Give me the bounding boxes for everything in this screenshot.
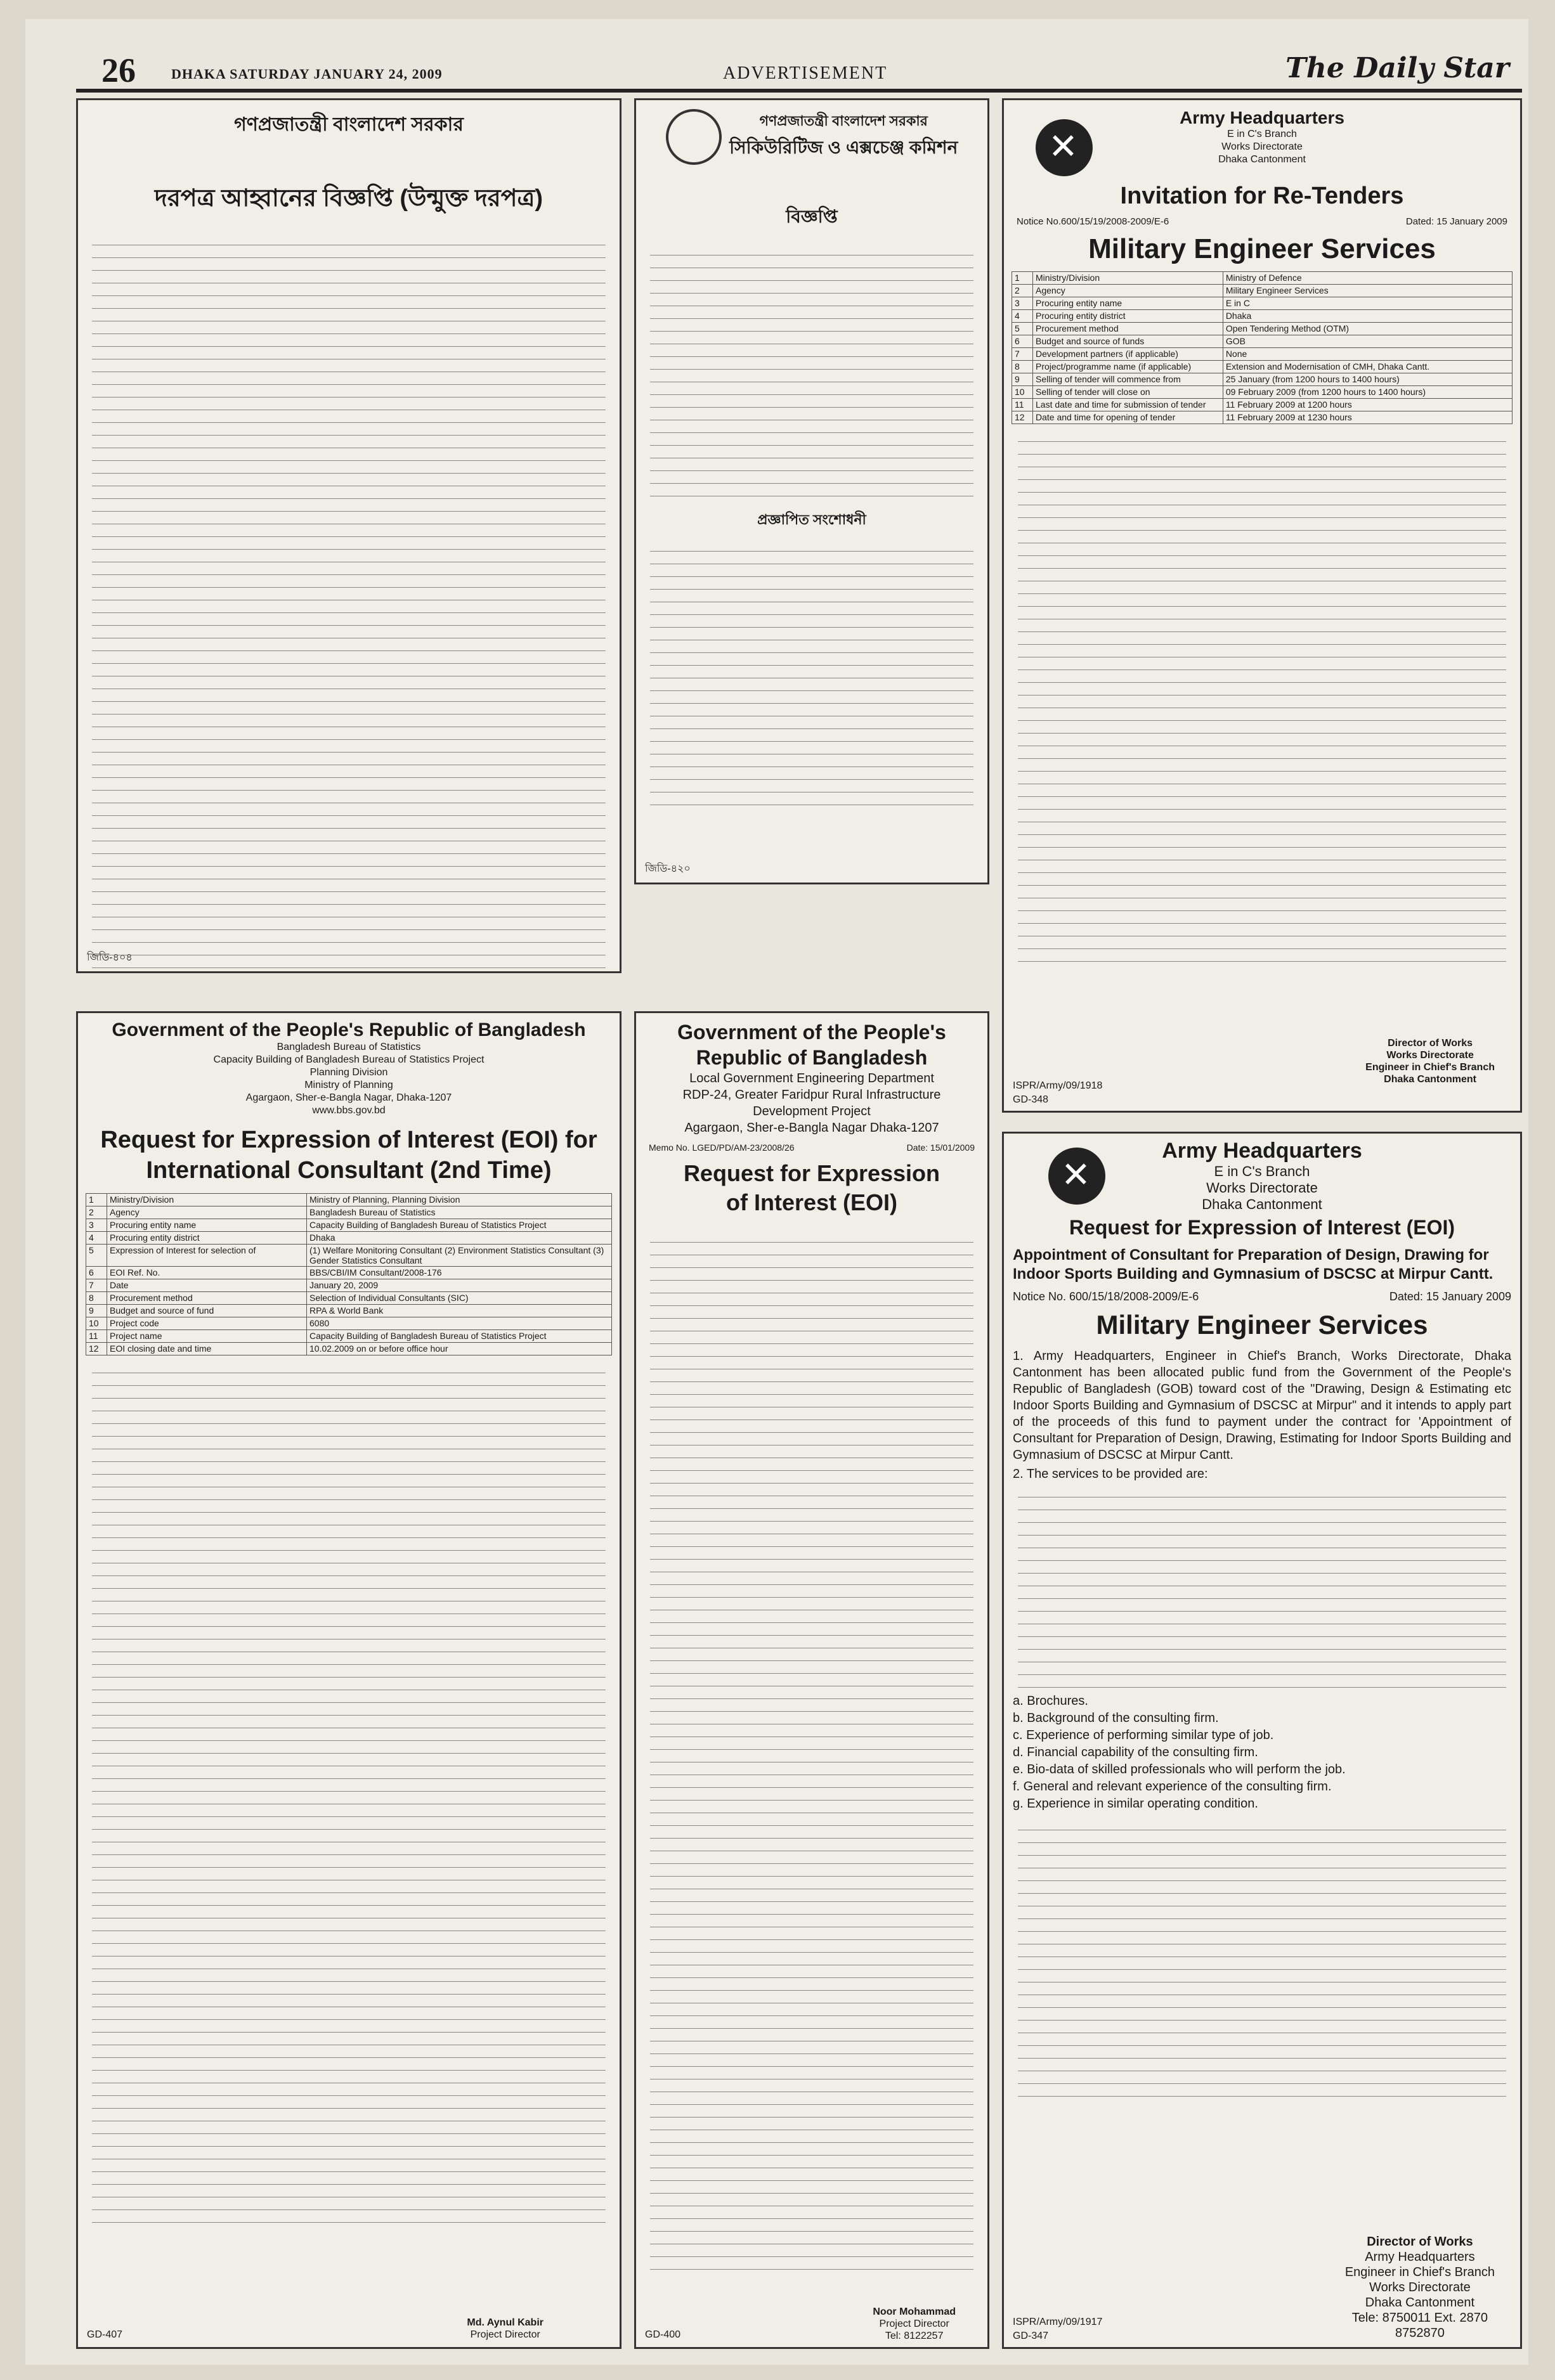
table-cell: 7 xyxy=(86,1279,107,1292)
ad-header-line: Works Directorate xyxy=(1206,1180,1318,1196)
tender-table xyxy=(1012,271,1513,424)
ad-text-lines xyxy=(1018,1818,1506,2097)
table-cell: Expression of Interest for selection of xyxy=(107,1245,307,1267)
table-cell: 10 xyxy=(1012,386,1033,399)
eoi-paragraph: 2. The services to be provided are: xyxy=(1013,1467,1208,1481)
table-cell: 7 xyxy=(1012,348,1033,361)
table-cell: 4 xyxy=(86,1232,107,1245)
list-item: a. Brochures. xyxy=(1013,1694,1088,1708)
notice-number: Notice No.600/15/19/2008-2009/E-6 xyxy=(1017,216,1169,227)
newspaper-logo: The Daily Star xyxy=(1285,52,1509,84)
ad-title: Request for Expression of Interest (EOI) xyxy=(1069,1216,1455,1239)
signer-line: Dhaka Cantonment xyxy=(1384,1074,1476,1085)
table-cell: Ministry of Planning, Planning Division xyxy=(307,1194,612,1206)
ad-header-line: E in C's Branch xyxy=(1214,1163,1310,1179)
ad-text-lines xyxy=(650,539,973,805)
table-row xyxy=(1012,310,1513,323)
signer-line: Tele: 8750011 Ext. 2870 xyxy=(1351,2311,1488,2325)
table-row xyxy=(86,1317,612,1330)
signature-block xyxy=(1365,1037,1495,1085)
table-row xyxy=(86,1245,612,1267)
table-cell: Agency xyxy=(107,1206,307,1219)
table-cell: Military Engineer Services xyxy=(1223,285,1512,297)
ad-header: Government of the People's Republic of Bangladesh xyxy=(677,1021,946,1069)
table-row xyxy=(1012,361,1513,373)
list-item: d. Financial capability of the consulting firm. xyxy=(1013,1745,1258,1759)
table-row xyxy=(1012,411,1513,424)
ad-footer-gd: GD-347 xyxy=(1013,2331,1049,2341)
ad-header-line: Works Directorate xyxy=(1221,141,1303,152)
table-cell: Procuring entity district xyxy=(1033,310,1223,323)
signer-line: 8752870 xyxy=(1395,2326,1445,2340)
ad-title: গণপ্রজাতন্ত্রী বাংলাদেশ সরকার xyxy=(234,114,464,135)
ad-title: গণপ্রজাতন্ত্রী বাংলাদেশ সরকার xyxy=(759,113,928,129)
army-retender-ad xyxy=(1002,98,1522,1113)
ad-subtitle: সিকিউরিটিজ ও এক্সচেঞ্জ কমিশন xyxy=(729,138,958,157)
table-cell: 1 xyxy=(1012,272,1033,285)
signer-line: Engineer in Chief's Branch xyxy=(1365,1062,1495,1073)
bangla-tender-ad xyxy=(76,98,621,973)
table-cell: Date and time for opening of tender xyxy=(1033,411,1223,424)
list-item: b. Background of the consulting firm. xyxy=(1013,1711,1219,1725)
table-row xyxy=(1012,297,1513,310)
table-cell: 9 xyxy=(86,1305,107,1317)
table-cell: 10.02.2009 on or before office hour xyxy=(307,1343,612,1355)
table-cell: Procuring entity name xyxy=(107,1219,307,1232)
table-row xyxy=(86,1206,612,1219)
ad-text-lines xyxy=(92,233,606,968)
signer-line: Army Headquarters xyxy=(1365,2250,1475,2264)
signer-name: Noor Mohammad xyxy=(873,2306,956,2317)
table-cell: Bangladesh Bureau of Statistics xyxy=(307,1206,612,1219)
table-cell: (1) Welfare Monitoring Consultant (2) Environment Statistics Consultant (3) Gender Statistics Consultant xyxy=(307,1245,612,1267)
table-cell: 1 xyxy=(86,1194,107,1206)
table-cell: January 20, 2009 xyxy=(307,1279,612,1292)
table-cell: Ministry/Division xyxy=(1033,272,1223,285)
table-row xyxy=(1012,386,1513,399)
ad-header-line: E in C's Branch xyxy=(1227,129,1297,139)
table-cell: 3 xyxy=(86,1219,107,1232)
notice-date: Dated: 15 January 2009 xyxy=(1405,216,1507,227)
ad-header-line: RDP-24, Greater Faridpur Rural Infrastructure Development Project xyxy=(682,1088,941,1118)
notice-number: Notice No. 600/15/18/2008-2009/E-6 xyxy=(1013,1290,1199,1303)
ad-text-lines xyxy=(650,243,973,496)
signer-line: Engineer in Chief's Branch xyxy=(1344,2265,1495,2279)
signature-block xyxy=(467,2317,543,2341)
signer-title: Project Director xyxy=(470,2329,540,2340)
signer-line: Director of Works xyxy=(1388,1038,1473,1049)
table-row xyxy=(86,1305,612,1317)
table-row xyxy=(86,1279,612,1292)
table-row xyxy=(86,1194,612,1206)
ad-footer-ref: ISPR/Army/09/1917 xyxy=(1013,2317,1103,2327)
table-cell: 4 xyxy=(1012,310,1033,323)
table-cell: Date xyxy=(107,1279,307,1292)
notice-heading: বিজ্ঞপ্তি xyxy=(786,207,838,226)
government-seal-icon xyxy=(666,109,722,165)
ad-footer-ref: GD-407 xyxy=(87,2329,123,2340)
table-row xyxy=(86,1330,612,1343)
table-row xyxy=(1012,348,1513,361)
ad-header-line: Local Government Engineering Department xyxy=(689,1071,934,1085)
table-cell: 11 xyxy=(86,1330,107,1343)
table-cell: Selling of tender will commence from xyxy=(1033,373,1223,386)
signer-phone: Tel: 8122257 xyxy=(885,2331,944,2341)
table-cell: 11 February 2009 at 1230 hours xyxy=(1223,411,1512,424)
table-cell: Procurement method xyxy=(107,1292,307,1305)
ad-text-lines xyxy=(650,1230,973,2270)
table-cell: 3 xyxy=(1012,297,1033,310)
ad-footer-ref: জিডি-৪২০ xyxy=(645,863,691,874)
ad-footer-ref: ISPR/Army/09/1918 xyxy=(1013,1080,1103,1091)
ad-header-line: Capacity Building of Bangladesh Bureau of Statistics Project xyxy=(213,1054,485,1065)
ad-header-line: Ministry of Planning xyxy=(304,1080,393,1090)
ad-header: Army Headquarters xyxy=(1180,108,1344,127)
masthead xyxy=(76,44,1522,93)
table-cell: Ministry/Division xyxy=(107,1194,307,1206)
ad-title: Request for Expression of Interest (EOI) for International Consultant (2nd Time) xyxy=(100,1127,597,1184)
ad-title: Invitation for Re-Tenders xyxy=(1120,183,1404,209)
list-item: f. General and relevant experience of the consulting firm. xyxy=(1013,1780,1332,1794)
ad-header: Government of the People's Republic of Bangladesh xyxy=(112,1019,586,1040)
table-cell: Procuring entity name xyxy=(1033,297,1223,310)
table-cell: None xyxy=(1223,348,1512,361)
signer-title: Project Director xyxy=(879,2319,949,2329)
table-cell: 6 xyxy=(1012,335,1033,348)
table-cell: Procurement method xyxy=(1033,323,1223,335)
table-cell: BBS/CBI/IM Consultant/2008-176 xyxy=(307,1267,612,1279)
signer-line: Works Directorate xyxy=(1386,1050,1474,1061)
section-title: ADVERTISEMENT xyxy=(723,63,888,83)
table-cell: 9 xyxy=(1012,373,1033,386)
table-cell: 8 xyxy=(86,1292,107,1305)
ad-header-line: Dhaka Cantonment xyxy=(1202,1196,1322,1212)
criteria-list xyxy=(1013,1693,1511,1813)
bbs-eoi-ad xyxy=(76,1011,621,2349)
table-cell: 6080 xyxy=(307,1317,612,1330)
table-cell: 5 xyxy=(1012,323,1033,335)
table-cell: Project/programme name (if applicable) xyxy=(1033,361,1223,373)
table-cell: 10 xyxy=(86,1317,107,1330)
table-cell: 12 xyxy=(86,1343,107,1355)
table-cell: GOB xyxy=(1223,335,1512,348)
table-cell: EOI Ref. No. xyxy=(107,1267,307,1279)
ad-header: Army Headquarters xyxy=(1162,1139,1362,1163)
table-row xyxy=(1012,373,1513,386)
table-cell: 5 xyxy=(86,1245,107,1267)
table-cell: Project code xyxy=(107,1317,307,1330)
table-cell: Open Tendering Method (OTM) xyxy=(1223,323,1512,335)
table-row xyxy=(86,1292,612,1305)
table-cell: Agency xyxy=(1033,285,1223,297)
table-row xyxy=(1012,272,1513,285)
ad-footer-ref: জিডি-৪০৪ xyxy=(87,952,133,963)
table-cell: 2 xyxy=(86,1206,107,1219)
table-cell: 09 February 2009 (from 1200 hours to 1400 hours) xyxy=(1223,386,1512,399)
ad-header-line: Agargaon, Sher-e-Bangla Nagar, Dhaka-1207 xyxy=(245,1092,452,1103)
table-cell: EOI closing date and time xyxy=(107,1343,307,1355)
notice-date: Dated: 15 January 2009 xyxy=(1389,1290,1511,1303)
signer-line: Director of Works xyxy=(1367,2235,1473,2249)
date-line: DHAKA SATURDAY JANUARY 24, 2009 xyxy=(171,66,443,82)
ad-header-line: Planning Division xyxy=(309,1067,388,1078)
ad-subtitle: দরপত্র আহ্বানের বিজ্ঞপ্তি (উন্মুক্ত দরপত্র) xyxy=(154,185,543,212)
table-cell: 8 xyxy=(1012,361,1033,373)
table-cell: Last date and time for submission of tender xyxy=(1033,399,1223,411)
table-cell: Procuring entity district xyxy=(107,1232,307,1245)
table-cell: Selling of tender will close on xyxy=(1033,386,1223,399)
lged-eoi-ad xyxy=(634,1011,989,2349)
ad-header-line: Dhaka Cantonment xyxy=(1218,154,1306,165)
table-cell: Project name xyxy=(107,1330,307,1343)
memo-date: Date: 15/01/2009 xyxy=(906,1142,975,1153)
consultant-details-lines xyxy=(92,1361,606,2223)
sec-notice-ad xyxy=(634,98,989,884)
table-cell: Capacity Building of Bangladesh Bureau of Statistics Project xyxy=(307,1330,612,1343)
table-row xyxy=(1012,285,1513,297)
signature-block xyxy=(873,2306,956,2342)
army-eoi-ad xyxy=(1002,1132,1522,2349)
ad-subtitle: Military Engineer Services xyxy=(1096,1310,1428,1340)
services-lines xyxy=(1018,1485,1506,1688)
table-row xyxy=(1012,335,1513,348)
table-cell: E in C xyxy=(1223,297,1512,310)
table-cell: RPA & World Bank xyxy=(307,1305,612,1317)
eoi-paragraph: 1. Army Headquarters, Engineer in Chief's Branch, Works Directorate, Dhaka Cantonment has been allocated public fund from the Government of the People's Republic of Bangladesh (GOB) toward cost of the "Drawing, Design & Estimating etc Indoor Sports Building and Gymnasium of DSCSC at Mirpur" and it intends to apply part of the proceeds of this fund to payment under the contract for 'Appointment of Consultant for Preparation of Design, Drawing, Estimating for Indoor Sports Building and Gymnasium of DSCSC at Mirpur Cantt. xyxy=(1013,1349,1511,1462)
list-item: c. Experience of performing similar type of job. xyxy=(1013,1728,1274,1742)
table-row xyxy=(86,1267,612,1279)
table-cell: Budget and source of funds xyxy=(1033,335,1223,348)
signer-line: Works Directorate xyxy=(1369,2280,1471,2294)
signer-name: Md. Aynul Kabir xyxy=(467,2317,543,2328)
table-cell: Dhaka xyxy=(307,1232,612,1245)
tender-details-lines xyxy=(1018,429,1506,962)
table-cell: 6 xyxy=(86,1267,107,1279)
table-cell: Ministry of Defence xyxy=(1223,272,1512,285)
table-cell: 2 xyxy=(1012,285,1033,297)
table-cell: 12 xyxy=(1012,411,1033,424)
table-row xyxy=(1012,399,1513,411)
ad-header-line: Bangladesh Bureau of Statistics xyxy=(277,1042,421,1052)
table-row xyxy=(86,1343,612,1355)
table-row xyxy=(1012,323,1513,335)
table-cell: Extension and Modernisation of CMH, Dhaka Cantt. xyxy=(1223,361,1512,373)
newspaper-page xyxy=(25,19,1528,2365)
eoi-table xyxy=(86,1193,612,1355)
table-cell: Capacity Building of Bangladesh Bureau of Statistics Project xyxy=(307,1219,612,1232)
table-cell: Development partners (if applicable) xyxy=(1033,348,1223,361)
ad-website: www.bbs.gov.bd xyxy=(312,1105,386,1116)
appointment-heading: Appointment of Consultant for Preparation of Design, Drawing for Indoor Sports Building and Gymnasium of DSCSC at Mirpur Cantt. xyxy=(1013,1246,1493,1283)
signer-line: Dhaka Cantonment xyxy=(1365,2296,1475,2310)
table-cell: 11 February 2009 at 1200 hours xyxy=(1223,399,1512,411)
ad-footer-ref: GD-400 xyxy=(645,2329,681,2340)
ad-subtitle: Military Engineer Services xyxy=(1088,233,1436,264)
table-cell: Selection of Individual Consultants (SIC) xyxy=(307,1292,612,1305)
ad-title: Request for Expression of Interest (EOI) xyxy=(683,1160,940,1215)
ad-header-line: Agargaon, Sher-e-Bangla Nagar Dhaka-1207 xyxy=(684,1121,939,1135)
list-item: g. Experience in similar operating condition. xyxy=(1013,1797,1258,1811)
table-cell: Budget and source of fund xyxy=(107,1305,307,1317)
table-row xyxy=(86,1219,612,1232)
table-cell: Dhaka xyxy=(1223,310,1512,323)
page-number: 26 xyxy=(101,51,136,89)
corrigendum-heading: প্রজ্ঞাপিত সংশোধনী xyxy=(757,512,866,527)
ad-footer-gd: GD-348 xyxy=(1013,1094,1049,1105)
list-item: e. Bio-data of skilled professionals who will perform the job. xyxy=(1013,1762,1346,1776)
signature-block xyxy=(1345,2234,1495,2341)
table-cell: 25 January (from 1200 hours to 1400 hours) xyxy=(1223,373,1512,386)
table-cell: 11 xyxy=(1012,399,1033,411)
memo-number: Memo No. LGED/PD/AM-23/2008/26 xyxy=(649,1142,795,1153)
table-row xyxy=(86,1232,612,1245)
